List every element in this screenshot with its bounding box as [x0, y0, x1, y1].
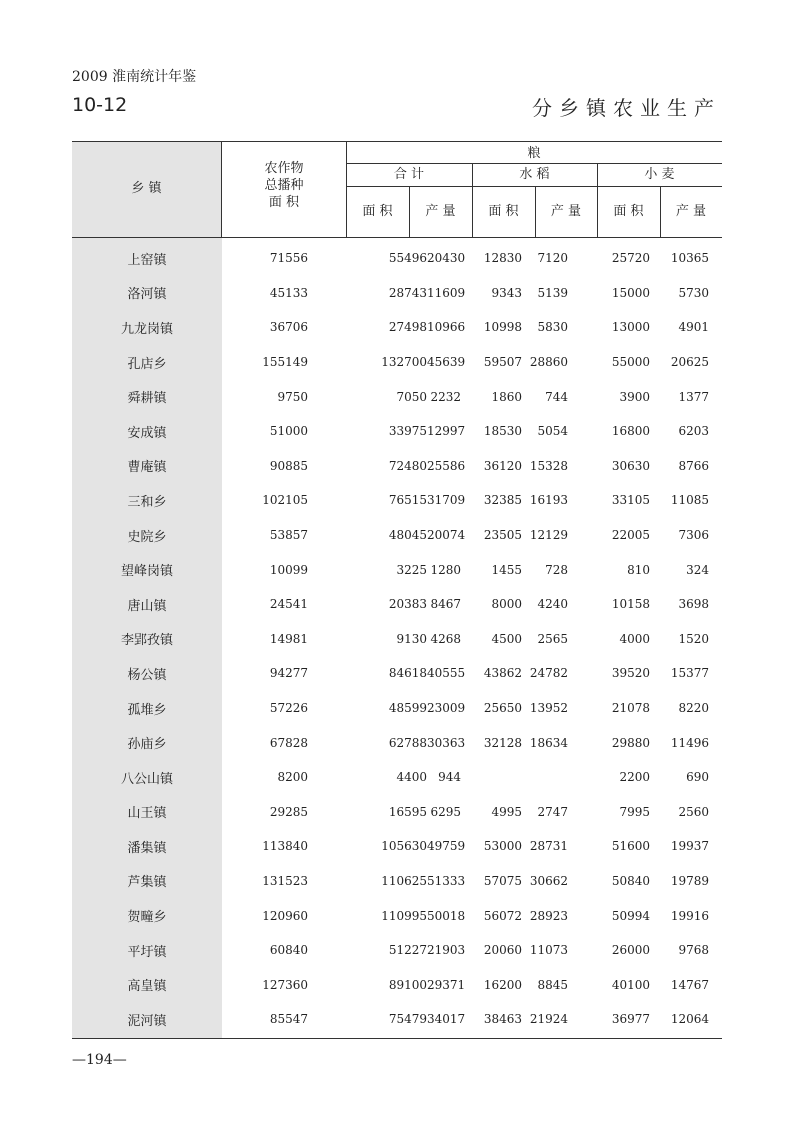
- table-row: [72, 241, 722, 276]
- cell-wheat-output: 14767: [670, 977, 709, 992]
- cell-rice-output: 28923: [529, 908, 568, 923]
- page-title: 分乡镇农业生产: [532, 96, 721, 120]
- town-name: 孔店乡: [127, 356, 167, 372]
- cell-wheat-area: 25720: [611, 251, 650, 266]
- cell-rice-output: 16193: [529, 493, 568, 508]
- table-row: [72, 656, 722, 691]
- town-name: 潘集镇: [127, 840, 167, 856]
- cell-wheat-area: 50994: [611, 908, 650, 923]
- cell-wheat-output: 324: [686, 562, 709, 577]
- cell-wheat-area: 22005: [611, 528, 650, 543]
- town-name: 孤堆乡: [127, 702, 167, 718]
- cell-wheat-area: 33105: [611, 493, 650, 508]
- cell-crop-area: 127360: [262, 977, 308, 992]
- cell-total-output: 12997: [427, 424, 466, 439]
- cell-crop-area: 102105: [262, 493, 308, 508]
- town-name: 安成镇: [127, 425, 167, 441]
- cell-total-area: 27498: [388, 320, 427, 335]
- table-row: [72, 760, 722, 795]
- cell-total-output: 2232: [430, 389, 461, 404]
- cell-total-output: 10966: [427, 320, 466, 335]
- cell-wheat-output: 20625: [670, 355, 709, 370]
- cell-wheat-area: 26000: [611, 943, 650, 958]
- cell-total-output: 944: [438, 770, 461, 785]
- col-header-town: 乡 镇: [131, 181, 162, 196]
- cell-crop-area: 36706: [269, 320, 308, 335]
- cell-rice-output: 5830: [537, 320, 568, 335]
- col-header-wheat-area: 面 积: [613, 204, 644, 219]
- cell-total-area: 132700: [381, 355, 427, 370]
- cell-wheat-output: 3698: [678, 597, 709, 612]
- col-header-line: 总播种: [264, 178, 304, 193]
- cell-total-output: 50018: [427, 908, 466, 923]
- cell-crop-area: 14981: [269, 631, 308, 646]
- cell-crop-area: 155149: [262, 355, 308, 370]
- cell-rice-area: 43862: [483, 666, 522, 681]
- cell-crop-area: 113840: [262, 839, 308, 854]
- cell-rice-output: 21924: [529, 1012, 568, 1027]
- cell-rice-area: 59507: [483, 355, 522, 370]
- cell-total-output: 49759: [427, 839, 466, 854]
- cell-total-output: 4268: [430, 631, 461, 646]
- cell-rice-area: 16200: [483, 977, 522, 992]
- cell-total-area: 4400: [396, 770, 427, 785]
- cell-wheat-output: 19937: [670, 839, 709, 854]
- cell-crop-area: 94277: [269, 666, 308, 681]
- cell-rice-output: 5139: [537, 285, 568, 300]
- cell-total-output: 23009: [427, 701, 466, 716]
- cell-crop-area: 9750: [277, 389, 308, 404]
- cell-total-output: 40555: [427, 666, 466, 681]
- table-row: [72, 622, 722, 657]
- col-header-rice: 水 稻: [519, 167, 550, 182]
- cell-total-output: 30363: [427, 735, 466, 750]
- cell-wheat-area: 4000: [619, 631, 650, 646]
- table-row: [72, 449, 722, 484]
- cell-rice-area: 56072: [483, 908, 522, 923]
- table-row: [72, 898, 722, 933]
- cell-wheat-area: 7995: [619, 804, 650, 819]
- page-number: —194—: [72, 1052, 127, 1068]
- town-name: 曹庵镇: [127, 460, 167, 476]
- cell-rice-area: 12830: [483, 251, 522, 266]
- cell-total-area: 3225: [396, 562, 427, 577]
- table-row: [72, 276, 722, 311]
- town-name: 杨公镇: [127, 667, 167, 683]
- cell-total-output: 25586: [427, 458, 466, 473]
- cell-wheat-area: 55000: [611, 355, 650, 370]
- cell-wheat-output: 19916: [670, 908, 709, 923]
- cell-total-output: 1280: [430, 562, 461, 577]
- table-row: [72, 379, 722, 414]
- col-header-total: 合 计: [393, 167, 425, 182]
- cell-rice-output: 12129: [529, 528, 568, 543]
- cell-crop-area: 51000: [269, 424, 308, 439]
- table-row: [72, 864, 722, 899]
- town-name: 上窑镇: [127, 252, 167, 268]
- cell-wheat-area: 40100: [611, 977, 650, 992]
- cell-rice-area: 1860: [491, 389, 522, 404]
- table-row: [72, 795, 722, 830]
- cell-rice-area: 1455: [491, 562, 522, 577]
- cell-wheat-area: 2200: [619, 770, 650, 785]
- cell-crop-area: 53857: [269, 528, 308, 543]
- cell-rice-area: 4995: [491, 804, 522, 819]
- cell-crop-area: 45133: [269, 285, 308, 300]
- cell-rice-output: 4240: [537, 597, 568, 612]
- cell-total-output: 29371: [427, 977, 466, 992]
- cell-wheat-area: 16800: [611, 424, 650, 439]
- cell-wheat-area: 51600: [611, 839, 650, 854]
- cell-crop-area: 24541: [269, 597, 308, 612]
- cell-rice-output: 15328: [529, 458, 568, 473]
- town-name: 贺疃乡: [127, 910, 167, 926]
- table-row: [72, 518, 722, 553]
- table-row: [72, 933, 722, 968]
- cell-total-area: 48045: [388, 528, 427, 543]
- cell-rice-output: 28731: [529, 839, 568, 854]
- cell-wheat-area: 10158: [611, 597, 650, 612]
- cell-rice-area: 32128: [483, 735, 522, 750]
- table-row: [72, 1002, 722, 1037]
- cell-total-area: 110625: [381, 873, 427, 888]
- cell-wheat-output: 1520: [678, 631, 709, 646]
- cell-rice-area: 8000: [491, 597, 522, 612]
- col-header-line: 面 积: [268, 195, 300, 210]
- cell-wheat-area: 39520: [611, 666, 650, 681]
- town-name: 史院乡: [127, 529, 167, 545]
- cell-rice-output: 5054: [537, 424, 568, 439]
- cell-rice-area: 53000: [483, 839, 522, 854]
- header-divider: [346, 186, 722, 187]
- cell-total-area: 9130: [396, 631, 427, 646]
- cell-total-area: 55496: [388, 251, 427, 266]
- cell-wheat-output: 5730: [678, 285, 709, 300]
- col-header-grain: 粮: [527, 146, 541, 161]
- cell-rice-area: 20060: [483, 943, 522, 958]
- cell-crop-area: 29285: [269, 804, 308, 819]
- cell-wheat-area: 15000: [611, 285, 650, 300]
- town-name: 唐山镇: [127, 598, 167, 614]
- table-number: 10-12: [72, 94, 128, 116]
- table-row: [72, 829, 722, 864]
- cell-wheat-output: 15377: [670, 666, 709, 681]
- cell-wheat-area: 21078: [611, 701, 650, 716]
- cell-rice-area: 25650: [483, 701, 522, 716]
- col-header-line: 农作物: [264, 161, 304, 176]
- town-name: 高皇镇: [127, 979, 167, 995]
- cell-rice-output: 2747: [537, 804, 568, 819]
- cell-total-output: 20430: [427, 251, 466, 266]
- town-name: 三和乡: [127, 494, 167, 510]
- cell-wheat-output: 7306: [678, 528, 709, 543]
- cell-wheat-output: 9768: [678, 943, 709, 958]
- cell-rice-output: 18634: [529, 735, 568, 750]
- table-row: [72, 587, 722, 622]
- cell-rice-output: 728: [545, 562, 568, 577]
- cell-crop-area: 85547: [269, 1012, 308, 1027]
- table-row: [72, 414, 722, 449]
- cell-total-area: 75479: [388, 1012, 427, 1027]
- cell-total-output: 11609: [427, 285, 466, 300]
- cell-wheat-output: 11085: [670, 493, 709, 508]
- cell-crop-area: 57226: [269, 701, 308, 716]
- cell-crop-area: 120960: [262, 908, 308, 923]
- cell-wheat-output: 2560: [678, 804, 709, 819]
- cell-wheat-area: 36977: [611, 1012, 650, 1027]
- cell-total-output: 31709: [427, 493, 466, 508]
- table-row: [72, 552, 722, 587]
- header-divider: [346, 163, 722, 164]
- cell-total-area: 16595: [388, 804, 427, 819]
- cell-total-output: 8467: [430, 597, 461, 612]
- table-bottom-rule: [72, 1038, 722, 1039]
- cell-rice-output: 2565: [537, 631, 568, 646]
- cell-wheat-output: 8220: [678, 701, 709, 716]
- cell-rice-output: 8845: [537, 977, 568, 992]
- cell-rice-output: 30662: [529, 873, 568, 888]
- town-name: 孙庙乡: [127, 737, 167, 753]
- cell-total-area: 48599: [388, 701, 427, 716]
- table-row: [72, 725, 722, 760]
- cell-crop-area: 71556: [269, 251, 308, 266]
- cell-wheat-area: 29880: [611, 735, 650, 750]
- yearbook-title: 2009 淮南统计年鉴: [72, 69, 197, 85]
- table-row: [72, 345, 722, 380]
- table-row: [72, 310, 722, 345]
- cell-total-area: 89100: [388, 977, 427, 992]
- col-header-wheat-output: 产 量: [675, 204, 707, 219]
- cell-wheat-output: 4901: [678, 320, 709, 335]
- cell-total-output: 21903: [427, 943, 466, 958]
- cell-wheat-area: 50840: [611, 873, 650, 888]
- town-name: 芦集镇: [127, 875, 167, 891]
- cell-crop-area: 131523: [262, 873, 308, 888]
- table-row: [72, 691, 722, 726]
- cell-rice-area: 38463: [483, 1012, 522, 1027]
- town-name: 八公山镇: [120, 771, 173, 787]
- cell-crop-area: 90885: [269, 458, 308, 473]
- table-row: [72, 483, 722, 518]
- cell-rice-area: 23505: [483, 528, 522, 543]
- cell-total-area: 72480: [388, 458, 427, 473]
- cell-wheat-output: 6203: [678, 424, 709, 439]
- col-header-wheat: 小 麦: [644, 167, 675, 182]
- cell-wheat-output: 12064: [670, 1012, 709, 1027]
- cell-rice-area: 32385: [483, 493, 522, 508]
- header-bottom-rule: [72, 237, 722, 238]
- cell-crop-area: 10099: [269, 562, 308, 577]
- cell-total-area: 62788: [388, 735, 427, 750]
- cell-total-output: 45639: [427, 355, 466, 370]
- town-name: 洛河镇: [127, 287, 167, 303]
- cell-total-output: 20074: [427, 528, 466, 543]
- cell-total-area: 105630: [381, 839, 427, 854]
- town-name: 泥河镇: [127, 1013, 167, 1029]
- cell-total-area: 28743: [388, 285, 427, 300]
- cell-wheat-output: 10365: [670, 251, 709, 266]
- col-header-rice-area: 面 积: [488, 204, 519, 219]
- cell-rice-output: 24782: [529, 666, 568, 681]
- cell-rice-output: 28860: [529, 355, 568, 370]
- cell-rice-area: 57075: [483, 873, 522, 888]
- cell-crop-area: 60840: [269, 943, 308, 958]
- cell-rice-output: 11073: [529, 943, 568, 958]
- town-name: 平圩镇: [127, 944, 167, 960]
- cell-total-area: 33975: [388, 424, 427, 439]
- cell-wheat-output: 690: [686, 770, 709, 785]
- town-name: 九龙岗镇: [120, 321, 173, 337]
- cell-total-area: 51227: [388, 943, 427, 958]
- cell-rice-area: 4500: [491, 631, 522, 646]
- cell-total-output: 6295: [430, 804, 461, 819]
- cell-total-area: 76515: [388, 493, 427, 508]
- cell-wheat-output: 11496: [670, 735, 709, 750]
- cell-total-area: 7050: [396, 389, 427, 404]
- cell-crop-area: 67828: [269, 735, 308, 750]
- cell-rice-area: 9343: [491, 285, 522, 300]
- cell-wheat-output: 1377: [678, 389, 709, 404]
- town-name: 李郢孜镇: [120, 633, 173, 649]
- cell-total-area: 110995: [381, 908, 427, 923]
- cell-total-area: 20383: [388, 597, 427, 612]
- cell-rice-output: 13952: [529, 701, 568, 716]
- cell-wheat-output: 8766: [678, 458, 709, 473]
- col-header-crop-area: [222, 160, 346, 211]
- col-header-rice-output: 产 量: [550, 204, 582, 219]
- town-name: 望峰岗镇: [120, 564, 173, 580]
- cell-wheat-output: 19789: [670, 873, 709, 888]
- cell-rice-area: 10998: [483, 320, 522, 335]
- town-name: 山王镇: [127, 806, 167, 822]
- col-header-total-area: 面 积: [362, 204, 393, 219]
- cell-rice-output: 744: [545, 389, 568, 404]
- table-body: [72, 241, 722, 1037]
- cell-wheat-area: 3900: [619, 389, 650, 404]
- cell-rice-area: 18530: [483, 424, 522, 439]
- cell-wheat-area: 30630: [611, 458, 650, 473]
- cell-crop-area: 8200: [277, 770, 308, 785]
- cell-wheat-area: 13000: [611, 320, 650, 335]
- cell-total-output: 34017: [427, 1012, 466, 1027]
- cell-rice-area: 36120: [483, 458, 522, 473]
- cell-total-area: 84618: [388, 666, 427, 681]
- col-header-total-output: 产 量: [425, 204, 456, 219]
- table-row: [72, 967, 722, 1002]
- cell-wheat-area: 810: [627, 562, 650, 577]
- town-name: 舜耕镇: [127, 391, 167, 407]
- cell-total-output: 51333: [427, 873, 466, 888]
- cell-rice-output: 7120: [537, 251, 568, 266]
- table-top-rule: [72, 141, 722, 142]
